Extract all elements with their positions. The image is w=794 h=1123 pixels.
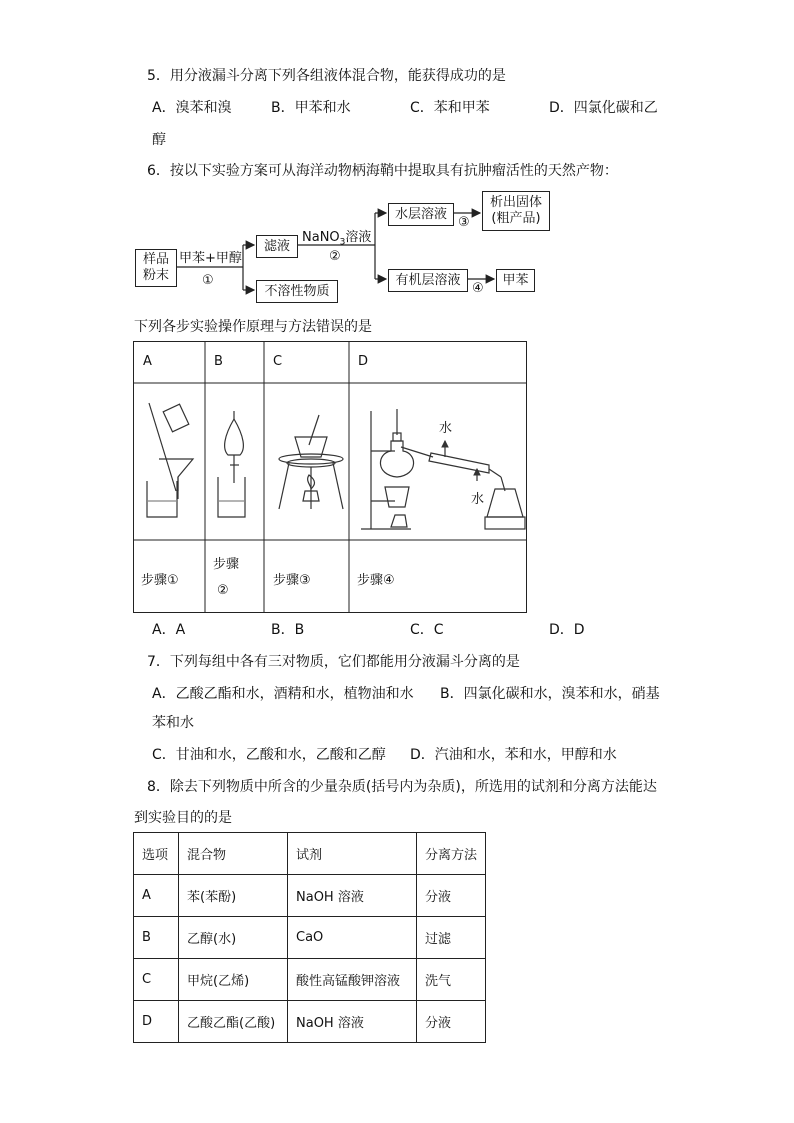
q7-option-d: D．汽油和水，苯和水，甲醇和水 xyxy=(410,747,617,763)
flow-box-filtrate xyxy=(256,235,298,258)
flow-box-insoluble xyxy=(256,280,338,303)
flow-arrow2-label xyxy=(302,226,371,248)
q8-row-c-option: C xyxy=(134,959,179,1001)
flow-insoluble-label: 不溶性物质 xyxy=(264,283,330,299)
header-c: C xyxy=(273,354,283,369)
q8-row-a-option: A xyxy=(134,875,179,917)
table-row xyxy=(134,917,486,959)
apparatus-separatory-funnel-icon xyxy=(218,411,245,517)
q8-row-a-method: 分液 xyxy=(417,875,486,917)
q8-row-c-reagent: 酸性高锰酸钾溶液 xyxy=(288,959,417,1001)
q8-row-d-option: D xyxy=(134,1001,179,1043)
header-a: A xyxy=(143,354,152,369)
q6-option-c: C．C xyxy=(410,622,444,638)
q5-option-b: B．甲苯和水 xyxy=(271,100,351,116)
flow-box-sample xyxy=(135,249,177,287)
q5-option-a: A．溴苯和溴 xyxy=(152,100,232,116)
flow-box-organic xyxy=(388,269,468,292)
q7-option-c: C．甘油和水，乙酸和水，乙酸和乙醇 xyxy=(152,747,386,763)
q8-row-b-reagent: CaO xyxy=(288,917,417,959)
flow-filtrate-label: 滤液 xyxy=(263,238,290,254)
flow-arrow1-step: ① xyxy=(202,273,214,288)
table-row xyxy=(134,875,486,917)
q8-row-b-mixture: 乙醇(水) xyxy=(179,917,288,959)
q8-header-method: 分离方法 xyxy=(417,833,486,875)
flow-step3: ③ xyxy=(458,215,470,230)
q8-row-d-reagent: NaOH 溶液 xyxy=(288,1001,417,1043)
q6-option-a: A．A xyxy=(152,622,186,638)
table-row xyxy=(134,959,486,1001)
q5-option-d-wrap: 醇 xyxy=(152,132,166,148)
q8-table xyxy=(133,832,486,1043)
flow-box-solid xyxy=(482,191,550,231)
q6-flowchart xyxy=(130,185,560,305)
flow-solid-line1: 析出固体 xyxy=(489,195,542,210)
flow-arrow2-step: ② xyxy=(329,249,341,264)
flow-sample-line1: 样品 xyxy=(142,252,169,267)
q8-row-d-method: 分液 xyxy=(417,1001,486,1043)
q6-option-d: D．D xyxy=(549,622,585,638)
q8-row-b-method: 过滤 xyxy=(417,917,486,959)
step-d: 步骤④ xyxy=(357,573,395,588)
q8-table-header-row xyxy=(134,833,486,875)
q8-row-c-mixture: 甲烷(乙烯) xyxy=(179,959,288,1001)
step-b-line2: ② xyxy=(217,583,229,598)
header-b: B xyxy=(214,354,223,369)
distillation-water-bottom: 水 xyxy=(471,492,485,507)
q7-option-b-wrap: 苯和水 xyxy=(152,715,194,731)
q8-header-mixture: 混合物 xyxy=(179,833,288,875)
flow-arrow2-sub: 3 xyxy=(339,237,346,248)
step-b-line1: 步骤 xyxy=(213,557,240,572)
apparatus-table-grid xyxy=(133,341,527,613)
step-c: 步骤③ xyxy=(273,573,311,588)
flow-solid-line2: (粗产品) xyxy=(491,211,541,226)
flow-arrow1-label: 甲苯+甲醇 xyxy=(179,251,242,266)
flow-arrow2-tail: 溶液 xyxy=(345,230,372,245)
table-row xyxy=(134,1001,486,1043)
q8-header-reagent: 试剂 xyxy=(288,833,417,875)
q5-stem: 5．用分液漏斗分离下列各组液体混合物，能获得成功的是 xyxy=(147,68,506,84)
q8-row-b-option: B xyxy=(134,917,179,959)
q7-option-b: B．四氯化碳和水，溴苯和水，硝基 xyxy=(440,686,660,702)
q8-header-option: 选项 xyxy=(134,833,179,875)
flow-step4: ④ xyxy=(472,281,484,296)
q8-stem-line2: 到实验目的的是 xyxy=(134,810,232,826)
q6-option-b: B．B xyxy=(271,622,305,638)
header-d: D xyxy=(358,354,369,369)
flow-box-aqueous xyxy=(388,203,454,226)
step-a: 步骤① xyxy=(141,573,179,588)
q6-apparatus-table xyxy=(133,341,527,612)
q8-row-a-mixture: 苯(苯酚) xyxy=(179,875,288,917)
q6-sub-stem: 下列各步实验操作原理与方法错误的是 xyxy=(134,319,372,335)
q8-row-d-mixture: 乙酸乙酯(乙酸) xyxy=(179,1001,288,1043)
q8-row-c-method: 洗气 xyxy=(417,959,486,1001)
flow-organic-label: 有机层溶液 xyxy=(395,272,461,288)
flow-box-toluene xyxy=(496,269,535,292)
flow-sample-line2: 粉末 xyxy=(142,268,169,283)
flow-aqueous-label: 水层溶液 xyxy=(394,206,447,222)
q7-stem: 7．下列每组中各有三对物质，它们都能用分液漏斗分离的是 xyxy=(147,654,520,670)
q7-option-a: A．乙酸乙酯和水，酒精和水，植物油和水 xyxy=(152,686,414,702)
flow-arrow2-main: NaNO xyxy=(302,230,340,245)
distillation-water-top: 水 xyxy=(439,421,453,436)
q5-option-c: C．苯和甲苯 xyxy=(410,100,490,116)
q5-option-d: D．四氯化碳和乙 xyxy=(549,100,658,116)
apparatus-filtration-icon xyxy=(147,403,193,517)
q8-row-a-reagent: NaOH 溶液 xyxy=(288,875,417,917)
q6-stem: 6．按以下实验方案可从海洋动物柄海鞘中提取具有抗肿瘤活性的天然产物： xyxy=(147,163,618,179)
apparatus-evaporation-icon xyxy=(279,415,343,509)
q8-stem-line1: 8．除去下列物质中所含的少量杂质(括号内为杂质)，所选用的试剂和分离方法能达 xyxy=(147,779,657,795)
flow-toluene-label: 甲苯 xyxy=(502,272,529,288)
